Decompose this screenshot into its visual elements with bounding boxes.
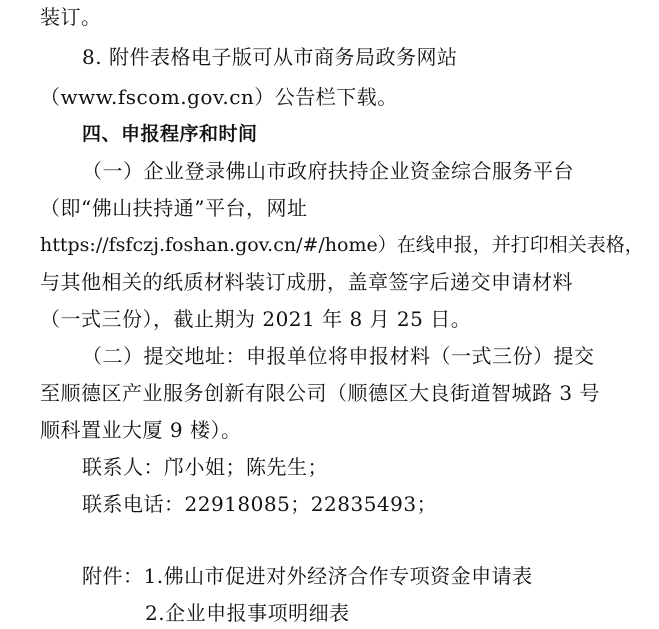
section-heading: 四、申报程序和时间 xyxy=(82,123,258,145)
text-line-url: https://fsfczj.foshan.gov.cn/#/home）在线申报，并打印相关表格， xyxy=(40,234,644,256)
text-line-address: 至顺德区产业服务创新有限公司（顺德区大良街道智城路 3 号 xyxy=(40,381,600,405)
text-line-website: （www.fscom.gov.cn）公告栏下载。 xyxy=(40,85,398,109)
text-line-materials: 与其他相关的纸质材料装订成册，盖章签字后递交申请材料 xyxy=(40,270,573,294)
text-line-deadline: （一式三份），截止期为 2021 年 8 月 25 日。 xyxy=(40,307,472,331)
text-line-phones: 联系电话：22918085；22835493； xyxy=(82,492,438,516)
text-line-step-2: （二）提交地址：申报单位将申报材料（一式三份）提交 xyxy=(82,344,595,368)
text-line-attachment-2: 2.企业申报事项明细表 xyxy=(145,601,350,625)
text-line-item-8: 8. 附件表格电子版可从市商务局政务网站 xyxy=(82,45,458,69)
text-line-platform: （即“佛山扶持通”平台，网址 xyxy=(40,196,308,220)
text-line-contacts: 联系人：邝小姐；陈先生； xyxy=(82,455,328,479)
text-line-binding: 装订。 xyxy=(40,5,102,29)
text-line-step-1: （一）企业登录佛山市政府扶持企业资金综合服务平台 xyxy=(82,159,574,183)
text-line-attachment-1: 附件：1.佛山市促进对外经济合作专项资金申请表 xyxy=(82,564,533,588)
text-line-building: 顺科置业大厦 9 楼）。 xyxy=(40,418,242,442)
